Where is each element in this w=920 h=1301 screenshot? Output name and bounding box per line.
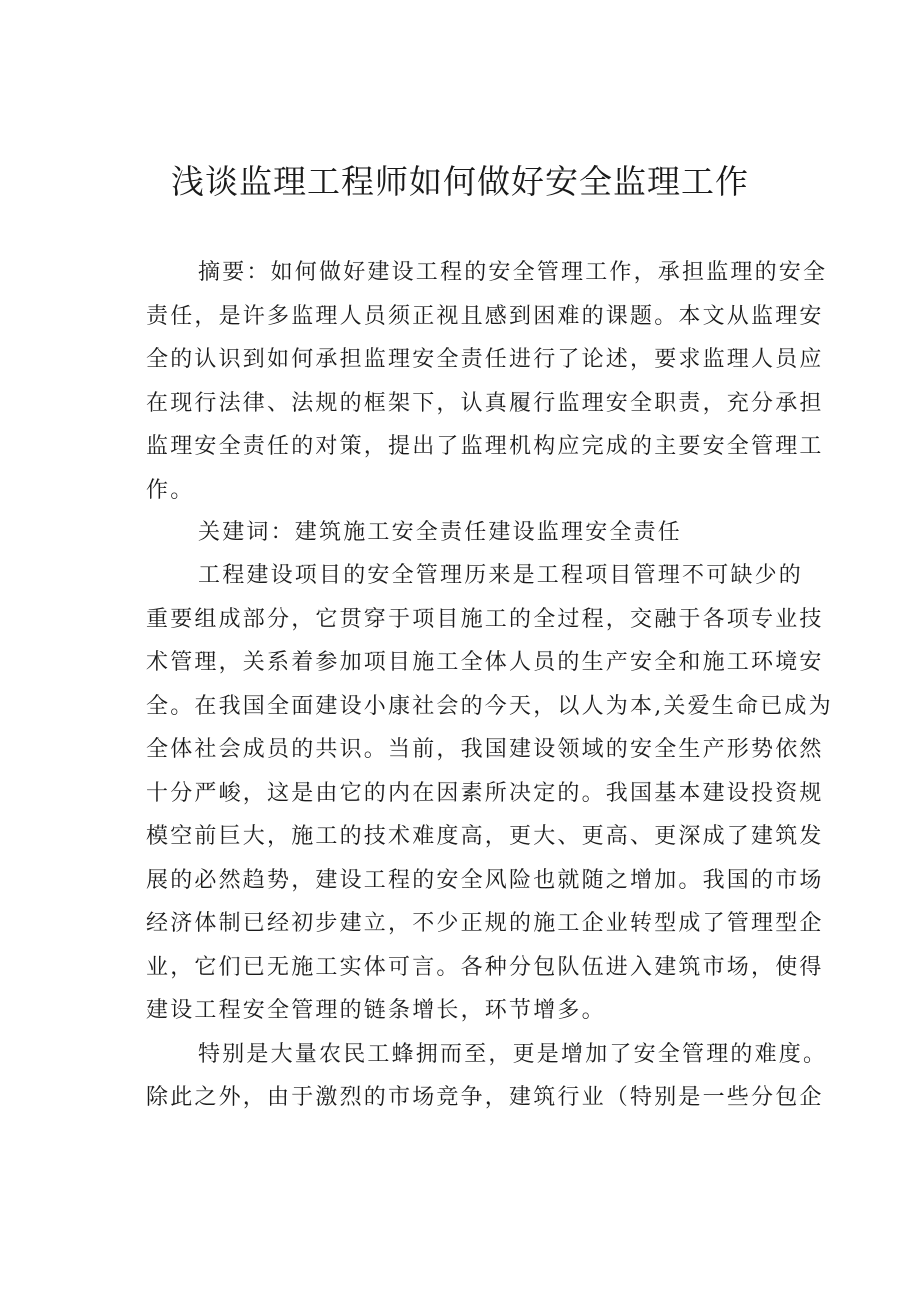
- body-line: 模空前巨大，施工的技术难度高，更大、更高、更深成了建筑发: [146, 824, 824, 849]
- document-title: 浅谈监理工程师如何做好安全监理工作: [171, 162, 749, 201]
- body-line: 除此之外，由于激烈的市场竞争，建筑行业（特别是一些分包企: [146, 1085, 824, 1110]
- abstract-line: 全的认识到如何承担监理安全责任进行了论述，要求监理人员应: [146, 347, 824, 372]
- body-line: 术管理，关系着参加项目施工全体人员的生产安全和施工环境安: [146, 650, 824, 675]
- body-line: 全。在我国全面建设小康社会的今天，以人为本,关爱生命已成为: [146, 694, 833, 719]
- abstract-line: 作。: [146, 478, 195, 503]
- body-line: 重要组成部分，它贯穿于项目施工的全过程，交融于各项专业技: [146, 607, 824, 632]
- body-line: 工程建设项目的安全管理历来是工程项目管理不可缺少的: [198, 563, 804, 588]
- keywords-line: 关建词：建筑施工安全责任建设监理安全责任: [198, 520, 683, 545]
- body-line: 全体社会成员的共识。当前，我国建设领域的安全生产形势依然: [146, 737, 824, 762]
- body-line: 展的必然趋势，建设工程的安全风险也就随之增加。我国的市场: [146, 868, 824, 893]
- abstract-line: 监理安全责任的对策，提出了监理机构应完成的主要安全管理工: [146, 434, 824, 459]
- body-line: 特别是大量农民工蜂拥而至，更是增加了安全管理的难度。: [198, 1042, 828, 1067]
- body-line: 经济体制已经初步建立，不少正规的施工企业转型成了管理型企: [146, 911, 824, 936]
- abstract-line: 摘要：如何做好建设工程的安全管理工作，承担监理的安全: [198, 260, 828, 285]
- body-line: 业，它们已无施工实体可言。各种分包队伍进入建筑市场，使得: [146, 955, 824, 980]
- body-line: 十分严峻，这是由它的内在因素所决定的。我国基本建设投资规: [146, 781, 824, 806]
- abstract-line: 责任，是许多监理人员须正视且感到困难的课题。本文从监理安: [146, 304, 824, 329]
- body-line: 建设工程安全管理的链条增长，环节增多。: [146, 998, 606, 1023]
- abstract-line: 在现行法律、法规的框架下，认真履行监理安全职责，充分承担: [146, 391, 824, 416]
